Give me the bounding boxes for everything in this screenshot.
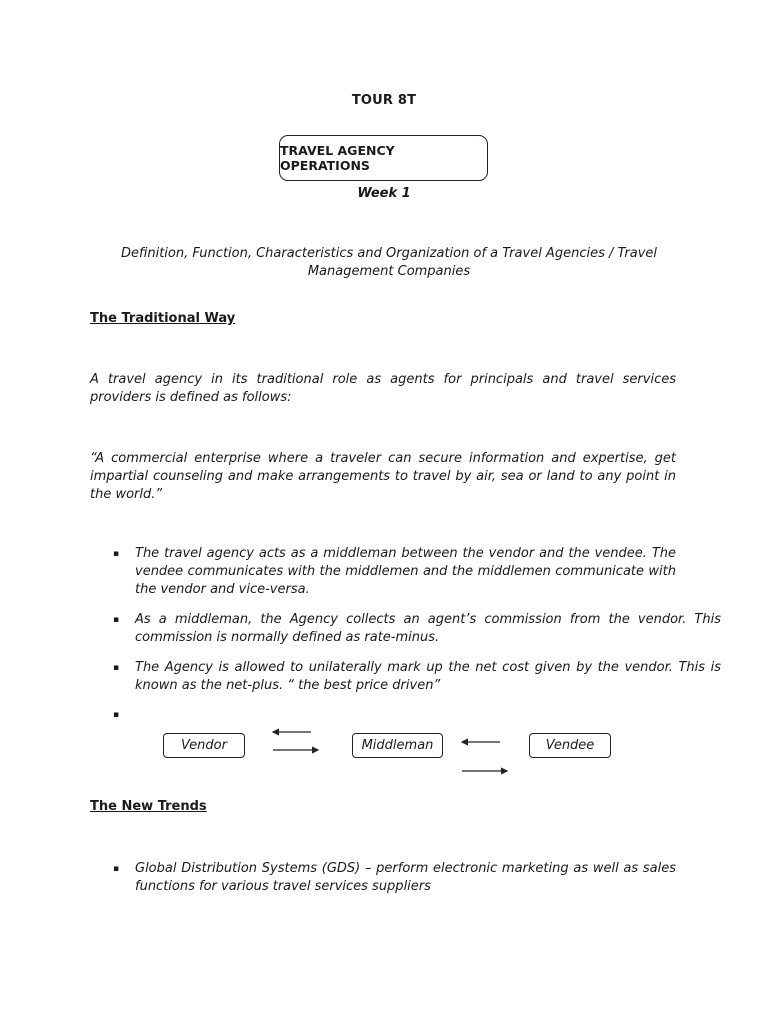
- bullet-text: The Agency is allowed to unilaterally mark up the net cost given by the vendor. This is known as the net-plus. “ the best price driven”: [135, 660, 721, 693]
- middleman-label: Middleman: [361, 738, 434, 753]
- intro-paragraph: A travel agency in its traditional role as agents for principals and travel services providers is defined as follows:: [90, 372, 676, 405]
- section-heading-new-trends: The New Trends: [90, 799, 207, 814]
- bullet-marker: ▪: [113, 663, 120, 673]
- vendee-label: Vendee: [545, 738, 595, 753]
- document-subtitle: Definition, Function, Characteristics and Organization of a Travel Agencies / Travel Management Companies: [120, 246, 658, 279]
- section-heading-traditional: The Traditional Way: [90, 311, 236, 326]
- document-title: TRAVEL AGENCY OPERATIONS: [280, 143, 395, 173]
- bullet-marker: ▪: [113, 710, 120, 720]
- vendor-label: Vendor: [181, 738, 227, 753]
- bullet-text: Global Distribution Systems (GDS) – perform electronic marketing as well as sales functions for various travel services suppliers: [135, 861, 676, 894]
- bullet-text: The travel agency acts as a middleman between the vendor and the vendee. The vendee communicates with the middlemen and the middlemen communicate with the vendor and vice-versa.: [135, 546, 676, 597]
- bullet-marker: ▪: [113, 615, 120, 625]
- bullet-marker: ▪: [113, 864, 120, 874]
- week-label: Week 1: [357, 186, 411, 201]
- list-item: [90, 860, 676, 896]
- bullet-marker: ▪: [113, 549, 120, 559]
- new-trends-bullet-list: [90, 860, 676, 896]
- bullet-text: As a middleman, the Agency collects an agent’s commission from the vendor. This commission is normally defined as rate-minus.: [135, 612, 721, 645]
- course-code: TOUR 8T: [351, 93, 417, 108]
- definition-quote: “A commercial enterprise where a traveler can secure information and expertise, get impartial counseling and make arrangements to travel by air, sea or land to any point in the world.”: [90, 451, 676, 502]
